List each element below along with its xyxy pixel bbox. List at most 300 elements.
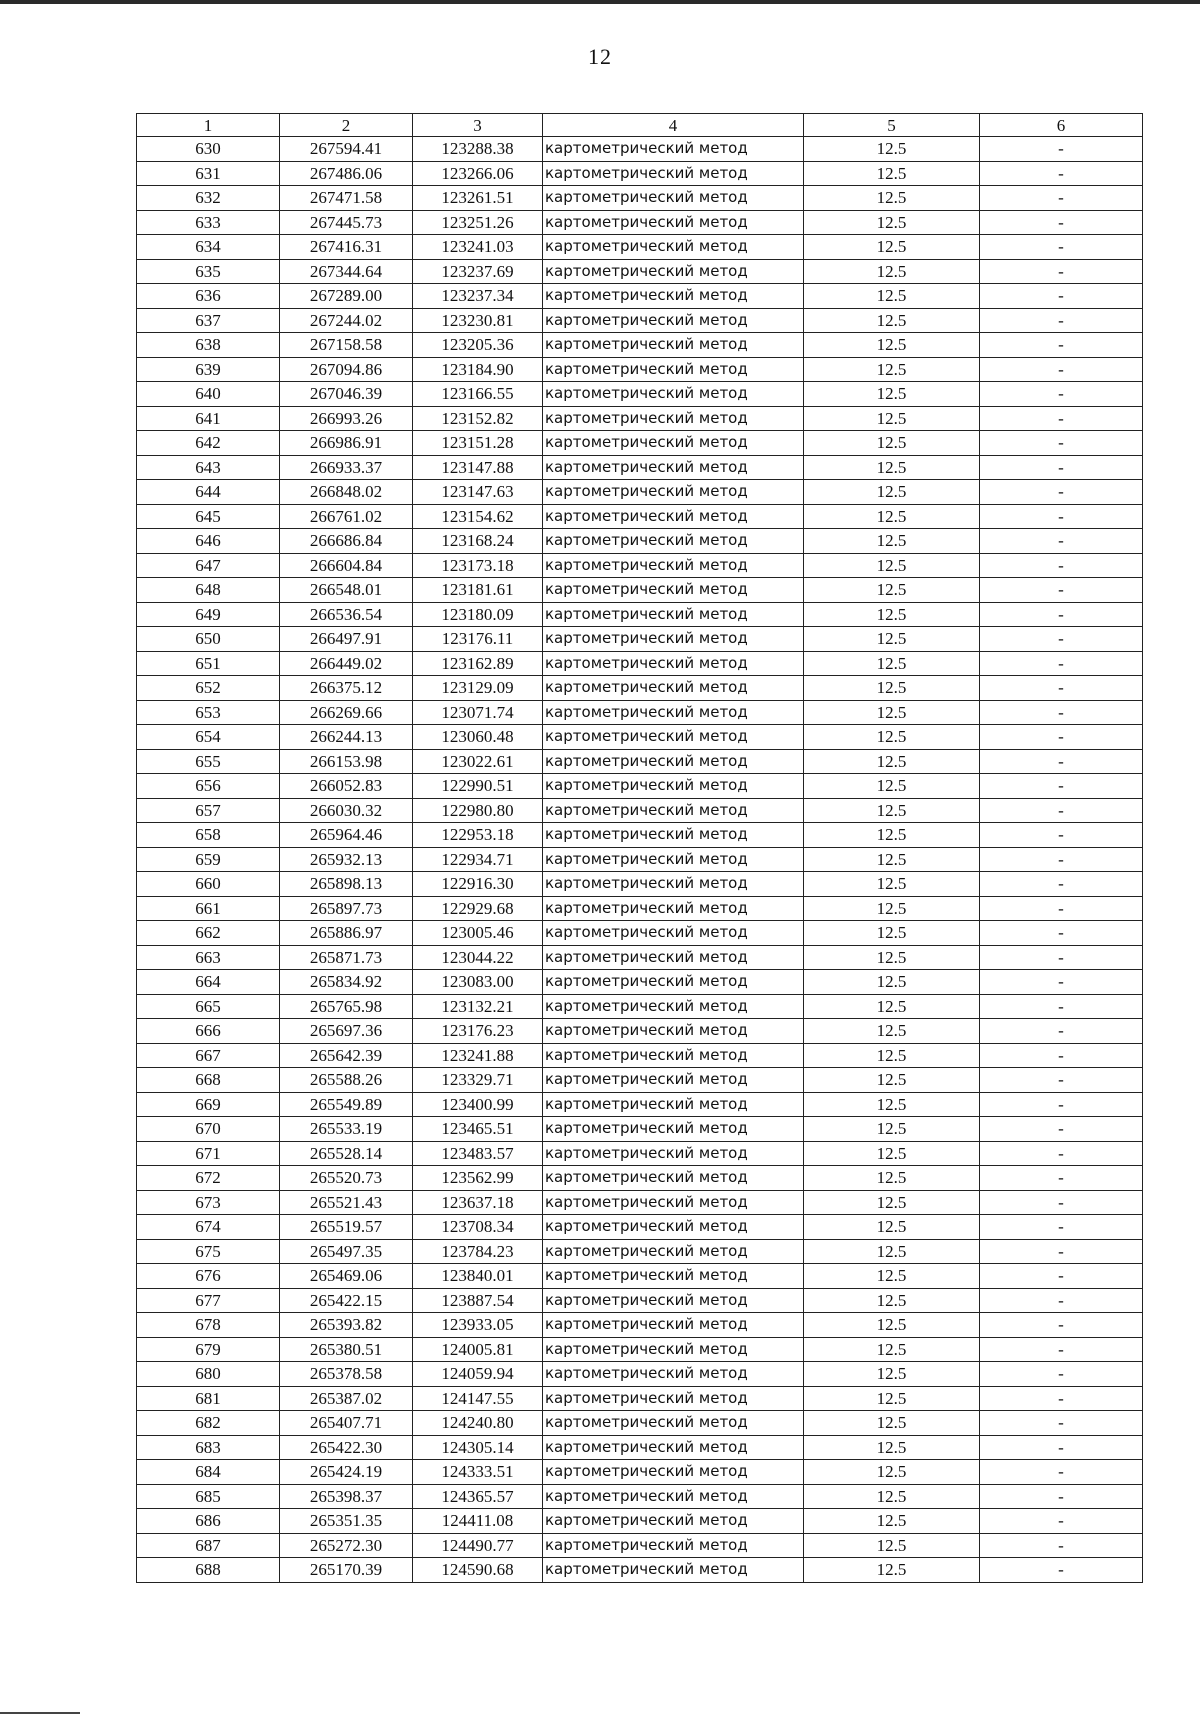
cell-coordinate-y: 123181.61 xyxy=(413,578,543,603)
cell-coordinate-y: 123176.11 xyxy=(413,627,543,652)
cell-coordinate-x: 265765.98 xyxy=(280,994,413,1019)
table-row xyxy=(137,553,1143,578)
cell-note: - xyxy=(980,676,1143,701)
cell-point-number: 637 xyxy=(137,308,280,333)
cell-note: - xyxy=(980,1484,1143,1509)
cell-coordinate-y: 123176.23 xyxy=(413,1019,543,1044)
cell-accuracy: 12.5 xyxy=(804,431,980,456)
cell-accuracy: 12.5 xyxy=(804,1019,980,1044)
table-row xyxy=(137,1215,1143,1240)
cell-coordinate-y: 122934.71 xyxy=(413,847,543,872)
cell-accuracy: 12.5 xyxy=(804,480,980,505)
cell-point-number: 666 xyxy=(137,1019,280,1044)
cell-point-number: 672 xyxy=(137,1166,280,1191)
cell-note: - xyxy=(980,382,1143,407)
cell-note: - xyxy=(980,357,1143,382)
cell-method: картометрический метод xyxy=(543,357,804,382)
cell-note: - xyxy=(980,161,1143,186)
cell-note: - xyxy=(980,798,1143,823)
cell-point-number: 684 xyxy=(137,1460,280,1485)
table-row xyxy=(137,1558,1143,1583)
cell-method: картометрический метод xyxy=(543,1386,804,1411)
cell-coordinate-y: 123840.01 xyxy=(413,1264,543,1289)
table-row xyxy=(137,1435,1143,1460)
table-row xyxy=(137,333,1143,358)
cell-point-number: 639 xyxy=(137,357,280,382)
cell-coordinate-y: 124305.14 xyxy=(413,1435,543,1460)
bottom-scan-mark xyxy=(0,1712,80,1714)
cell-point-number: 651 xyxy=(137,651,280,676)
table-row xyxy=(137,357,1143,382)
cell-note: - xyxy=(980,1215,1143,1240)
cell-accuracy: 12.5 xyxy=(804,1386,980,1411)
cell-coordinate-x: 265393.82 xyxy=(280,1313,413,1338)
cell-coordinate-x: 267158.58 xyxy=(280,333,413,358)
cell-note: - xyxy=(980,235,1143,260)
cell-note: - xyxy=(980,1386,1143,1411)
cell-coordinate-x: 266030.32 xyxy=(280,798,413,823)
table-row xyxy=(137,1484,1143,1509)
table-row xyxy=(137,578,1143,603)
cell-coordinate-x: 266052.83 xyxy=(280,774,413,799)
cell-point-number: 632 xyxy=(137,186,280,211)
cell-coordinate-y: 123044.22 xyxy=(413,945,543,970)
cell-coordinate-y: 123154.62 xyxy=(413,504,543,529)
cell-coordinate-x: 265886.97 xyxy=(280,921,413,946)
cell-coordinate-x: 265964.46 xyxy=(280,823,413,848)
cell-method: картометрический метод xyxy=(543,896,804,921)
cell-point-number: 644 xyxy=(137,480,280,505)
table-row xyxy=(137,823,1143,848)
cell-accuracy: 12.5 xyxy=(804,700,980,725)
table-row xyxy=(137,480,1143,505)
cell-coordinate-x: 265398.37 xyxy=(280,1484,413,1509)
cell-method: картометрический метод xyxy=(543,1264,804,1289)
cell-note: - xyxy=(980,553,1143,578)
cell-coordinate-x: 266449.02 xyxy=(280,651,413,676)
cell-note: - xyxy=(980,1141,1143,1166)
cell-coordinate-y: 123887.54 xyxy=(413,1288,543,1313)
cell-accuracy: 12.5 xyxy=(804,235,980,260)
table-row xyxy=(137,455,1143,480)
cell-coordinate-y: 123147.63 xyxy=(413,480,543,505)
cell-coordinate-y: 123162.89 xyxy=(413,651,543,676)
table-body xyxy=(137,137,1143,1583)
cell-coordinate-y: 123230.81 xyxy=(413,308,543,333)
cell-note: - xyxy=(980,1117,1143,1142)
cell-point-number: 646 xyxy=(137,529,280,554)
cell-accuracy: 12.5 xyxy=(804,1215,980,1240)
cell-coordinate-x: 266761.02 xyxy=(280,504,413,529)
cell-coordinate-x: 265519.57 xyxy=(280,1215,413,1240)
cell-method: картометрический метод xyxy=(543,749,804,774)
cell-note: - xyxy=(980,749,1143,774)
cell-point-number: 631 xyxy=(137,161,280,186)
cell-note: - xyxy=(980,1288,1143,1313)
cell-point-number: 682 xyxy=(137,1411,280,1436)
cell-coordinate-x: 265898.13 xyxy=(280,872,413,897)
cell-point-number: 671 xyxy=(137,1141,280,1166)
cell-note: - xyxy=(980,627,1143,652)
cell-method: картометрический метод xyxy=(543,1460,804,1485)
cell-note: - xyxy=(980,921,1143,946)
cell-point-number: 683 xyxy=(137,1435,280,1460)
cell-point-number: 643 xyxy=(137,455,280,480)
cell-coordinate-x: 265533.19 xyxy=(280,1117,413,1142)
table-row xyxy=(137,529,1143,554)
cell-coordinate-x: 266933.37 xyxy=(280,455,413,480)
cell-point-number: 658 xyxy=(137,823,280,848)
cell-accuracy: 12.5 xyxy=(804,774,980,799)
cell-coordinate-x: 266375.12 xyxy=(280,676,413,701)
cell-method: картометрический метод xyxy=(543,1362,804,1387)
cell-point-number: 674 xyxy=(137,1215,280,1240)
column-header-2: 2 xyxy=(280,114,413,137)
cell-note: - xyxy=(980,1435,1143,1460)
cell-method: картометрический метод xyxy=(543,308,804,333)
cell-accuracy: 12.5 xyxy=(804,161,980,186)
cell-accuracy: 12.5 xyxy=(804,1509,980,1534)
cell-coordinate-x: 265549.89 xyxy=(280,1092,413,1117)
table-row xyxy=(137,627,1143,652)
cell-point-number: 653 xyxy=(137,700,280,725)
cell-method: картометрический метод xyxy=(543,700,804,725)
table-row xyxy=(137,1019,1143,1044)
table-row xyxy=(137,700,1143,725)
cell-point-number: 638 xyxy=(137,333,280,358)
cell-coordinate-y: 122990.51 xyxy=(413,774,543,799)
cell-coordinate-x: 267486.06 xyxy=(280,161,413,186)
cell-method: картометрический метод xyxy=(543,455,804,480)
cell-accuracy: 12.5 xyxy=(804,1337,980,1362)
cell-coordinate-x: 265387.02 xyxy=(280,1386,413,1411)
cell-coordinate-x: 265422.15 xyxy=(280,1288,413,1313)
cell-point-number: 655 xyxy=(137,749,280,774)
column-header-4: 4 xyxy=(543,114,804,137)
cell-coordinate-y: 123329.71 xyxy=(413,1068,543,1093)
cell-coordinate-y: 123060.48 xyxy=(413,725,543,750)
cell-coordinate-y: 123261.51 xyxy=(413,186,543,211)
cell-point-number: 665 xyxy=(137,994,280,1019)
cell-coordinate-x: 266536.54 xyxy=(280,602,413,627)
cell-accuracy: 12.5 xyxy=(804,308,980,333)
cell-point-number: 667 xyxy=(137,1043,280,1068)
cell-coordinate-y: 123465.51 xyxy=(413,1117,543,1142)
cell-accuracy: 12.5 xyxy=(804,284,980,309)
cell-method: картометрический метод xyxy=(543,1533,804,1558)
cell-note: - xyxy=(980,1460,1143,1485)
cell-method: картометрический метод xyxy=(543,627,804,652)
table-row xyxy=(137,210,1143,235)
cell-coordinate-x: 265422.30 xyxy=(280,1435,413,1460)
cell-note: - xyxy=(980,1313,1143,1338)
cell-method: картометрический метод xyxy=(543,1166,804,1191)
cell-point-number: 650 xyxy=(137,627,280,652)
cell-coordinate-x: 266604.84 xyxy=(280,553,413,578)
cell-accuracy: 12.5 xyxy=(804,529,980,554)
cell-method: картометрический метод xyxy=(543,798,804,823)
cell-note: - xyxy=(980,455,1143,480)
cell-coordinate-x: 266993.26 xyxy=(280,406,413,431)
cell-point-number: 661 xyxy=(137,896,280,921)
table-header xyxy=(137,114,1143,137)
cell-method: картометрический метод xyxy=(543,333,804,358)
cell-coordinate-x: 265407.71 xyxy=(280,1411,413,1436)
cell-coordinate-x: 265378.58 xyxy=(280,1362,413,1387)
cell-accuracy: 12.5 xyxy=(804,1484,980,1509)
cell-note: - xyxy=(980,1239,1143,1264)
cell-note: - xyxy=(980,847,1143,872)
header-row xyxy=(137,114,1143,137)
top-scan-border xyxy=(0,0,1200,4)
cell-method: картометрический метод xyxy=(543,284,804,309)
cell-note: - xyxy=(980,1092,1143,1117)
table-row xyxy=(137,1117,1143,1142)
cell-point-number: 664 xyxy=(137,970,280,995)
cell-accuracy: 12.5 xyxy=(804,1411,980,1436)
cell-coordinate-x: 265528.14 xyxy=(280,1141,413,1166)
cell-coordinate-y: 123005.46 xyxy=(413,921,543,946)
cell-note: - xyxy=(980,896,1143,921)
cell-coordinate-y: 123237.34 xyxy=(413,284,543,309)
table-row xyxy=(137,1166,1143,1191)
cell-coordinate-y: 123152.82 xyxy=(413,406,543,431)
cell-note: - xyxy=(980,578,1143,603)
cell-note: - xyxy=(980,1043,1143,1068)
cell-method: картометрический метод xyxy=(543,1117,804,1142)
cell-note: - xyxy=(980,529,1143,554)
page-number: 12 xyxy=(588,44,612,69)
cell-coordinate-y: 124005.81 xyxy=(413,1337,543,1362)
cell-coordinate-x: 267416.31 xyxy=(280,235,413,260)
cell-coordinate-x: 266497.91 xyxy=(280,627,413,652)
cell-coordinate-y: 123933.05 xyxy=(413,1313,543,1338)
cell-accuracy: 12.5 xyxy=(804,1043,980,1068)
cell-coordinate-x: 266153.98 xyxy=(280,749,413,774)
cell-note: - xyxy=(980,970,1143,995)
table-row xyxy=(137,676,1143,701)
cell-point-number: 677 xyxy=(137,1288,280,1313)
cell-accuracy: 12.5 xyxy=(804,847,980,872)
cell-point-number: 640 xyxy=(137,382,280,407)
cell-note: - xyxy=(980,1411,1143,1436)
table-row xyxy=(137,137,1143,162)
cell-coordinate-y: 123241.88 xyxy=(413,1043,543,1068)
cell-method: картометрический метод xyxy=(543,1043,804,1068)
cell-coordinate-y: 123168.24 xyxy=(413,529,543,554)
cell-method: картометрический метод xyxy=(543,847,804,872)
cell-coordinate-y: 123237.69 xyxy=(413,259,543,284)
cell-point-number: 645 xyxy=(137,504,280,529)
cell-method: картометрический метод xyxy=(543,529,804,554)
cell-method: картометрический метод xyxy=(543,480,804,505)
cell-method: картометрический метод xyxy=(543,1558,804,1583)
cell-point-number: 680 xyxy=(137,1362,280,1387)
cell-coordinate-x: 265272.30 xyxy=(280,1533,413,1558)
table-row xyxy=(137,725,1143,750)
cell-coordinate-x: 265932.13 xyxy=(280,847,413,872)
cell-coordinate-x: 266269.66 xyxy=(280,700,413,725)
cell-coordinate-y: 122953.18 xyxy=(413,823,543,848)
table-row xyxy=(137,1460,1143,1485)
table-row xyxy=(137,161,1143,186)
cell-coordinate-y: 122929.68 xyxy=(413,896,543,921)
cell-accuracy: 12.5 xyxy=(804,970,980,995)
cell-point-number: 670 xyxy=(137,1117,280,1142)
cell-note: - xyxy=(980,259,1143,284)
table-row xyxy=(137,1362,1143,1387)
cell-accuracy: 12.5 xyxy=(804,1141,980,1166)
cell-coordinate-x: 265424.19 xyxy=(280,1460,413,1485)
cell-method: картометрический метод xyxy=(543,1484,804,1509)
cell-point-number: 657 xyxy=(137,798,280,823)
table-row xyxy=(137,1313,1143,1338)
cell-accuracy: 12.5 xyxy=(804,1117,980,1142)
cell-method: картометрический метод xyxy=(543,994,804,1019)
cell-method: картометрический метод xyxy=(543,651,804,676)
cell-coordinate-x: 265697.36 xyxy=(280,1019,413,1044)
cell-method: картометрический метод xyxy=(543,382,804,407)
cell-accuracy: 12.5 xyxy=(804,1239,980,1264)
cell-coordinate-x: 266548.01 xyxy=(280,578,413,603)
cell-accuracy: 12.5 xyxy=(804,896,980,921)
cell-accuracy: 12.5 xyxy=(804,1092,980,1117)
cell-coordinate-y: 124147.55 xyxy=(413,1386,543,1411)
cell-accuracy: 12.5 xyxy=(804,676,980,701)
cell-accuracy: 12.5 xyxy=(804,798,980,823)
table-row xyxy=(137,308,1143,333)
cell-point-number: 630 xyxy=(137,137,280,162)
cell-coordinate-y: 123251.26 xyxy=(413,210,543,235)
cell-point-number: 656 xyxy=(137,774,280,799)
cell-accuracy: 12.5 xyxy=(804,749,980,774)
cell-coordinate-y: 123173.18 xyxy=(413,553,543,578)
cell-accuracy: 12.5 xyxy=(804,1264,980,1289)
cell-note: - xyxy=(980,725,1143,750)
cell-method: картометрический метод xyxy=(543,1092,804,1117)
cell-method: картометрический метод xyxy=(543,1288,804,1313)
cell-accuracy: 12.5 xyxy=(804,259,980,284)
cell-point-number: 659 xyxy=(137,847,280,872)
cell-coordinate-x: 266848.02 xyxy=(280,480,413,505)
cell-note: - xyxy=(980,137,1143,162)
cell-method: картометрический метод xyxy=(543,161,804,186)
cell-coordinate-x: 266986.91 xyxy=(280,431,413,456)
cell-coordinate-x: 267046.39 xyxy=(280,382,413,407)
cell-accuracy: 12.5 xyxy=(804,994,980,1019)
cell-accuracy: 12.5 xyxy=(804,1166,980,1191)
cell-coordinate-y: 123288.38 xyxy=(413,137,543,162)
cell-method: картометрический метод xyxy=(543,823,804,848)
cell-method: картометрический метод xyxy=(543,553,804,578)
cell-note: - xyxy=(980,308,1143,333)
cell-point-number: 675 xyxy=(137,1239,280,1264)
cell-coordinate-x: 267471.58 xyxy=(280,186,413,211)
table-row xyxy=(137,431,1143,456)
cell-method: картометрический метод xyxy=(543,1141,804,1166)
cell-coordinate-y: 123151.28 xyxy=(413,431,543,456)
cell-note: - xyxy=(980,651,1143,676)
cell-note: - xyxy=(980,431,1143,456)
table-row xyxy=(137,798,1143,823)
cell-note: - xyxy=(980,210,1143,235)
cell-coordinate-y: 123400.99 xyxy=(413,1092,543,1117)
cell-method: картометрический метод xyxy=(543,235,804,260)
cell-coordinate-y: 124411.08 xyxy=(413,1509,543,1534)
table-row xyxy=(137,651,1143,676)
cell-note: - xyxy=(980,1558,1143,1583)
table-row xyxy=(137,749,1143,774)
cell-method: картометрический метод xyxy=(543,431,804,456)
cell-accuracy: 12.5 xyxy=(804,578,980,603)
cell-method: картометрический метод xyxy=(543,676,804,701)
cell-point-number: 663 xyxy=(137,945,280,970)
cell-coordinate-y: 123180.09 xyxy=(413,602,543,627)
cell-note: - xyxy=(980,1533,1143,1558)
table-row xyxy=(137,945,1143,970)
cell-accuracy: 12.5 xyxy=(804,1460,980,1485)
cell-point-number: 635 xyxy=(137,259,280,284)
cell-point-number: 676 xyxy=(137,1264,280,1289)
cell-point-number: 649 xyxy=(137,602,280,627)
column-header-6: 6 xyxy=(980,114,1143,137)
cell-point-number: 668 xyxy=(137,1068,280,1093)
cell-point-number: 634 xyxy=(137,235,280,260)
table-row xyxy=(137,847,1143,872)
cell-coordinate-y: 123562.99 xyxy=(413,1166,543,1191)
cell-coordinate-y: 124365.57 xyxy=(413,1484,543,1509)
column-header-1: 1 xyxy=(137,114,280,137)
cell-method: картометрический метод xyxy=(543,602,804,627)
cell-note: - xyxy=(980,480,1143,505)
cell-method: картометрический метод xyxy=(543,504,804,529)
column-header-3: 3 xyxy=(413,114,543,137)
cell-point-number: 688 xyxy=(137,1558,280,1583)
cell-accuracy: 12.5 xyxy=(804,455,980,480)
cell-accuracy: 12.5 xyxy=(804,725,980,750)
table-row xyxy=(137,970,1143,995)
cell-method: картометрический метод xyxy=(543,921,804,946)
table-row xyxy=(137,382,1143,407)
table-row xyxy=(137,921,1143,946)
cell-note: - xyxy=(980,406,1143,431)
cell-accuracy: 12.5 xyxy=(804,651,980,676)
cell-accuracy: 12.5 xyxy=(804,823,980,848)
cell-point-number: 633 xyxy=(137,210,280,235)
cell-coordinate-y: 123205.36 xyxy=(413,333,543,358)
table-row xyxy=(137,1068,1143,1093)
cell-method: картометрический метод xyxy=(543,259,804,284)
table-row xyxy=(137,1141,1143,1166)
cell-method: картометрический метод xyxy=(543,137,804,162)
cell-method: картометрический метод xyxy=(543,970,804,995)
table-row xyxy=(137,504,1143,529)
cell-note: - xyxy=(980,602,1143,627)
table-row xyxy=(137,1288,1143,1313)
cell-coordinate-y: 123132.21 xyxy=(413,994,543,1019)
cell-coordinate-x: 265871.73 xyxy=(280,945,413,970)
coordinates-table xyxy=(136,113,1143,1583)
cell-coordinate-y: 123266.06 xyxy=(413,161,543,186)
cell-coordinate-y: 124490.77 xyxy=(413,1533,543,1558)
cell-accuracy: 12.5 xyxy=(804,1313,980,1338)
cell-coordinate-y: 124333.51 xyxy=(413,1460,543,1485)
cell-method: картометрический метод xyxy=(543,1435,804,1460)
cell-point-number: 678 xyxy=(137,1313,280,1338)
cell-coordinate-x: 265588.26 xyxy=(280,1068,413,1093)
cell-coordinate-y: 124240.80 xyxy=(413,1411,543,1436)
cell-point-number: 647 xyxy=(137,553,280,578)
